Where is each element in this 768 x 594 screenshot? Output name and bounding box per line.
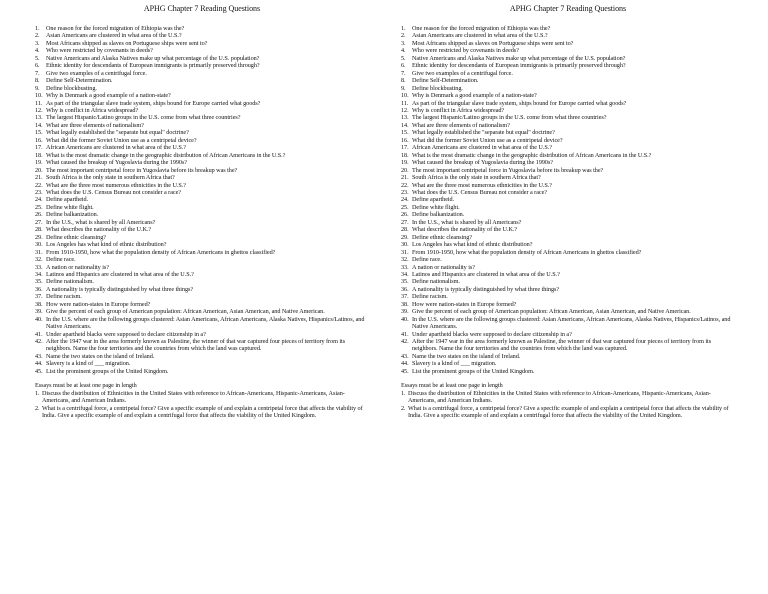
question-item-text: A nation or nationality is? <box>412 263 475 271</box>
essay-item-number: 1. <box>401 389 406 397</box>
essay-heading: Essays must be at least one page in length <box>401 382 503 390</box>
question-item-number: 20. <box>35 166 43 174</box>
question-item-number: 25. <box>35 203 43 211</box>
question-item <box>35 338 369 353</box>
worksheet-title: APHG Chapter 7 Reading Questions <box>509 4 627 13</box>
question-item-number: 8. <box>401 77 406 85</box>
question-item <box>35 107 369 114</box>
question-item-number: 34. <box>401 270 409 278</box>
question-item-number: 22. <box>401 181 409 189</box>
question-item-number: 41. <box>35 330 43 338</box>
question-item <box>35 85 369 92</box>
question-item-number: 31. <box>35 248 43 256</box>
question-item-number: 25. <box>401 203 409 211</box>
question-item-number: 10. <box>35 92 43 100</box>
question-item-number: 13. <box>401 114 409 122</box>
question-item-number: 21. <box>35 174 43 182</box>
question-item-text: Ethnic identity for descendants of European immigrants is primarily preserved through? <box>412 62 626 70</box>
question-item <box>401 353 735 360</box>
question-item <box>35 226 369 233</box>
question-item-text: Give two examples of a centrifugal force. <box>46 69 147 77</box>
question-item <box>35 189 369 196</box>
question-item-number: 38. <box>35 300 43 308</box>
question-item-number: 22. <box>35 181 43 189</box>
question-item <box>401 271 735 278</box>
question-item-text: South Africa is the only state in southern Africa that? <box>46 174 175 182</box>
question-item <box>401 234 735 241</box>
question-item-number: 3. <box>401 39 406 47</box>
question-item-text: Asian Americans are clustered in what area of the U.S.? <box>46 32 182 40</box>
question-item-text: From 1910-1950, how what the population density of African Americans in ghettos classified? <box>412 248 642 256</box>
question-item <box>401 100 735 107</box>
question-item-text: What does the U.S. Census Bureau not consider a race? <box>412 188 547 196</box>
question-item <box>401 182 735 189</box>
question-item-text: Name the two states on the island of Ireland. <box>46 352 155 360</box>
question-item <box>35 316 369 331</box>
question-item-number: 5. <box>35 54 40 62</box>
question-item-number: 2. <box>401 32 406 40</box>
question-item <box>401 144 735 151</box>
question-item-text: What are three elements of nationalism? <box>46 121 144 129</box>
question-item-number: 29. <box>401 233 409 241</box>
question-item <box>35 32 369 39</box>
question-item-number: 36. <box>35 285 43 293</box>
question-item <box>35 264 369 271</box>
question-item <box>35 331 369 338</box>
question-item <box>35 55 369 62</box>
question-item <box>401 32 735 39</box>
question-item-number: 16. <box>35 136 43 144</box>
question-item <box>401 62 735 69</box>
question-item-text: Most Africans shipped as slaves on Portuguese ships were sent to? <box>46 39 208 47</box>
question-item <box>401 249 735 256</box>
question-item-text: Define balkanization. <box>46 211 99 219</box>
question-item <box>35 353 369 360</box>
question-item <box>35 234 369 241</box>
question-item <box>401 92 735 99</box>
question-item-number: 2. <box>35 32 40 40</box>
question-item <box>35 204 369 211</box>
question-list <box>401 25 735 375</box>
question-item-number: 3. <box>35 39 40 47</box>
question-item <box>401 25 735 32</box>
question-item-number: 45. <box>401 367 409 375</box>
question-item-number: 38. <box>401 300 409 308</box>
question-item-number: 34. <box>35 270 43 278</box>
question-item <box>35 368 369 375</box>
question-item-text: One reason for the forced migration of Ethiopia was the? <box>46 25 185 32</box>
question-item-number: 35. <box>35 278 43 286</box>
question-item-number: 23. <box>401 188 409 196</box>
question-item-text: Latinos and Hispanics are clustered in what area of the U.S.? <box>46 270 194 278</box>
question-item-text: Who were restricted by covenants in deeds? <box>46 47 153 55</box>
question-item-text: Under apartheid blacks were supposed to declare citizenship in a? <box>412 330 572 338</box>
question-item-text: What does the U.S. Census Bureau not consider a race? <box>46 188 181 196</box>
question-item <box>35 159 369 166</box>
question-item <box>35 256 369 263</box>
question-item-number: 17. <box>35 144 43 152</box>
question-item <box>401 85 735 92</box>
question-item-text: Define Self-Determination. <box>412 77 479 85</box>
question-item <box>401 107 735 114</box>
question-item-text: Define ethnic cleansing? <box>46 233 106 241</box>
question-item-text: What are three elements of nationalism? <box>412 121 510 129</box>
question-item-text: Define balkanization. <box>412 211 465 219</box>
question-item <box>401 301 735 308</box>
question-item-text: What are the three most numerous ethnicities in the U.S.? <box>46 181 186 189</box>
question-item <box>401 219 735 226</box>
question-item-text: One reason for the forced migration of Ethiopia was the? <box>412 25 551 32</box>
question-item-text: The largest Hispanic/Latino groups in the U.S. come from what three countries? <box>412 114 607 122</box>
worksheet-copy-right <box>401 4 735 420</box>
question-item-number: 35. <box>401 278 409 286</box>
question-item-number: 21. <box>401 174 409 182</box>
essay-item-text: What is a centrifugal force, a centripetal force? Give a specific example of and explain a centripetal force that affects the viability of India. Give a specific example of and explain a centrifugal force that affects the viability of the United Kingdom. <box>408 404 729 420</box>
question-item <box>401 264 735 271</box>
question-item-number: 39. <box>35 308 43 316</box>
question-item-text: In the U.S., what is shared by all Americans? <box>412 218 522 226</box>
question-item-number: 24. <box>401 196 409 204</box>
question-item-text: The most important centripetal force in Yugoslavia before its breakup was the? <box>46 166 238 174</box>
question-item-number: 27. <box>401 218 409 226</box>
question-item <box>401 77 735 84</box>
question-item-number: 42. <box>401 338 409 346</box>
question-item-text: How were nation-states in Europe formed? <box>46 300 151 308</box>
question-item <box>35 47 369 54</box>
question-item-text: Native Americans and Alaska Natives make up what percentage of the U.S. population? <box>46 54 260 62</box>
question-item-number: 36. <box>401 285 409 293</box>
question-item-text: The most important centripetal force in Yugoslavia before its breakup was the? <box>412 166 604 174</box>
question-item-text: Define white flight. <box>412 203 460 211</box>
question-item <box>401 204 735 211</box>
question-item-text: Why is conflict in Africa widespread? <box>46 106 139 114</box>
question-item-number: 6. <box>401 62 406 70</box>
question-item-number: 19. <box>401 159 409 167</box>
question-item-text: Define nationalism. <box>46 278 94 286</box>
question-item-number: 27. <box>35 218 43 226</box>
question-item-number: 6. <box>35 62 40 70</box>
question-item <box>401 122 735 129</box>
question-item-number: 18. <box>401 151 409 159</box>
question-item-text: Give the percent of each group of American population: African American, Asian American, and Native American. <box>412 308 691 316</box>
question-item-text: What legally established the "separate but equal" doctrine? <box>412 129 555 137</box>
question-item-number: 40. <box>401 315 409 323</box>
question-item-number: 33. <box>35 263 43 271</box>
question-item-number: 4. <box>35 47 40 55</box>
question-item <box>35 167 369 174</box>
question-item <box>401 159 735 166</box>
question-item-number: 19. <box>35 159 43 167</box>
question-item-text: Name the two states on the island of Ireland. <box>412 352 521 360</box>
essay-item-number: 1. <box>35 389 40 397</box>
question-item-text: The largest Hispanic/Latino groups in the U.S. come from what three countries? <box>46 114 241 122</box>
question-item-number: 20. <box>401 166 409 174</box>
question-item-text: Give two examples of a centrifugal force. <box>412 69 513 77</box>
question-item-text: In the U.S., what is shared by all Americans? <box>46 218 156 226</box>
question-item-number: 41. <box>401 330 409 338</box>
question-item-number: 33. <box>401 263 409 271</box>
question-item-number: 11. <box>35 99 43 107</box>
question-item-text: Who were restricted by covenants in deeds? <box>412 47 519 55</box>
essay-item-text: Discuss the distribution of Ethnicities in the United States with reference to African-Americans, Hispanic-Americans, Asian-Americans, and American Indians. <box>42 389 345 405</box>
question-item-text: Native Americans and Alaska Natives make up what percentage of the U.S. population? <box>412 54 626 62</box>
question-item-number: 12. <box>401 106 409 114</box>
question-item <box>35 211 369 218</box>
question-item-text: Define apartheid. <box>46 196 89 204</box>
question-item-text: Under apartheid blacks were supposed to declare citizenship in a? <box>46 330 206 338</box>
question-item-text: Define white flight. <box>46 203 94 211</box>
essay-item-text: What is a centrifugal force, a centripetal force? Give a specific example of and explain a centripetal force that affects the viability of India. Give a specific example of and explain a centrifugal force that affects the viability of the United Kingdom. <box>42 404 363 420</box>
question-item <box>401 47 735 54</box>
question-item <box>401 137 735 144</box>
essay-item <box>401 405 735 420</box>
question-item-text: Define ethnic cleansing? <box>412 233 472 241</box>
question-item-number: 43. <box>35 352 43 360</box>
question-item-text: What describes the nationality of the U.K.? <box>412 226 518 234</box>
question-item-number: 42. <box>35 338 43 346</box>
question-item <box>35 219 369 226</box>
question-item <box>401 226 735 233</box>
question-item-number: 28. <box>401 226 409 234</box>
question-item-number: 28. <box>35 226 43 234</box>
question-item-number: 31. <box>401 248 409 256</box>
question-item <box>35 25 369 32</box>
question-item-text: After the 1947 war in the area formerly known as Palestine, the winner of that war captured four pieces of territory from its neighbors. Name the four territories and the countries from which the land was captured. <box>412 338 712 353</box>
question-item-text: How were nation-states in Europe formed? <box>412 300 517 308</box>
question-item <box>35 122 369 129</box>
question-item <box>35 40 369 47</box>
question-item-text: From 1910-1950, how what the population density of African Americans in ghettos classified? <box>46 248 276 256</box>
question-item-text: Define blockbusting. <box>412 84 463 92</box>
question-item-text: What are the three most numerous ethnicities in the U.S.? <box>412 181 552 189</box>
essay-item-text: Discuss the distribution of Ethnicities in the United States with reference to African-Americans, Hispanic-Americans, Asian-Americans, and American Indians. <box>408 389 711 405</box>
question-item <box>401 331 735 338</box>
question-item <box>35 271 369 278</box>
question-item-number: 16. <box>401 136 409 144</box>
question-item-number: 23. <box>35 188 43 196</box>
question-item-number: 15. <box>35 129 43 137</box>
question-item <box>401 114 735 121</box>
essay-heading: Essays must be at least one page in length <box>35 382 137 390</box>
question-item-text: Slavery is a kind of ___ migration. <box>46 360 131 368</box>
question-item-number: 32. <box>401 256 409 264</box>
question-item-number: 15. <box>401 129 409 137</box>
question-item-number: 4. <box>401 47 406 55</box>
question-item-number: 37. <box>401 293 409 301</box>
question-item <box>401 40 735 47</box>
essay-item-number: 2. <box>401 404 406 412</box>
question-item-text: A nationality is typically distinguished by what three things? <box>412 285 560 293</box>
question-item-text: What is the most dramatic change in the geographic distribution of African Americans in the U.S.? <box>46 151 286 159</box>
question-item-number: 13. <box>35 114 43 122</box>
question-item-text: Why is conflict in Africa widespread? <box>412 106 505 114</box>
question-item-number: 26. <box>401 211 409 219</box>
essay-item-number: 2. <box>35 404 40 412</box>
question-item-text: List the prominent groups of the United Kingdom. <box>46 367 169 375</box>
essay-item <box>401 390 735 405</box>
question-item-text: Define racism. <box>412 293 448 301</box>
question-item-number: 14. <box>35 121 43 129</box>
question-list <box>35 25 369 375</box>
question-item-text: After the 1947 war in the area formerly known as Palestine, the winner of that war captured four pieces of territory from its neighbors. Name the four territories and the countries from which the land was captured. <box>46 338 346 353</box>
question-item <box>35 152 369 159</box>
question-item <box>35 62 369 69</box>
question-item-text: Why is Denmark a good example of a nation-state? <box>46 92 171 100</box>
question-item <box>401 129 735 136</box>
question-item-number: 26. <box>35 211 43 219</box>
question-item <box>35 360 369 367</box>
question-item <box>401 316 735 331</box>
worksheet-copy-left <box>35 4 369 420</box>
question-item-text: What caused the breakup of Yugoslavia during the 1990s? <box>46 159 188 167</box>
question-item-text: What did the former Soviet Union use as a centripetal device? <box>46 136 197 144</box>
question-item-text: African Americans are clustered in what area of the U.S.? <box>46 144 186 152</box>
question-item-text: What describes the nationality of the U.K.? <box>46 226 152 234</box>
question-item-text: What is the most dramatic change in the geographic distribution of African Americans in the U.S.? <box>412 151 652 159</box>
question-item <box>35 278 369 285</box>
question-item <box>401 189 735 196</box>
question-item-text: Most Africans shipped as slaves on Portuguese ships were sent to? <box>412 39 574 47</box>
question-item <box>35 286 369 293</box>
question-item-number: 1. <box>35 25 40 32</box>
question-item-text: What legally established the "separate but equal" doctrine? <box>46 129 189 137</box>
question-item-number: 9. <box>35 84 40 92</box>
question-item-number: 40. <box>35 315 43 323</box>
question-item <box>35 196 369 203</box>
question-item <box>35 174 369 181</box>
question-item-number: 24. <box>35 196 43 204</box>
question-item-text: Give the percent of each group of American population: African American, Asian American, and Native American. <box>46 308 325 316</box>
question-item-text: In the U.S. where are the following groups clustered: Asian Americans, African Americans, Alaska Natives, Hispanics/Latinos, and Native Americans. <box>412 315 731 331</box>
question-item-text: Define apartheid. <box>412 196 455 204</box>
question-item-text: Latinos and Hispanics are clustered in what area of the U.S.? <box>412 270 560 278</box>
question-item <box>35 92 369 99</box>
question-item-text: In the U.S. where are the following groups clustered: Asian Americans, African Americans, Alaska Natives, Hispanics/Latinos, and Native Americans. <box>46 315 365 331</box>
question-item-number: 43. <box>401 352 409 360</box>
question-item-number: 29. <box>35 233 43 241</box>
question-item <box>401 211 735 218</box>
question-item-text: What caused the breakup of Yugoslavia during the 1990s? <box>412 159 554 167</box>
question-item <box>401 174 735 181</box>
question-item-text: Define racism. <box>46 293 82 301</box>
question-item <box>401 55 735 62</box>
question-item-number: 30. <box>35 241 43 249</box>
question-item-number: 7. <box>401 69 406 77</box>
question-item <box>35 249 369 256</box>
question-item <box>35 77 369 84</box>
question-item-text: As part of the triangular slave trade system, ships bound for Europe carried what goods? <box>412 99 627 107</box>
question-item <box>401 286 735 293</box>
question-item-text: Define Self-Determination. <box>46 77 113 85</box>
question-item-number: 11. <box>401 99 409 107</box>
question-item <box>35 70 369 77</box>
question-item <box>401 70 735 77</box>
essay-list <box>401 390 735 420</box>
question-item-text: A nationality is typically distinguished by what three things? <box>46 285 194 293</box>
question-item-number: 44. <box>401 360 409 368</box>
question-item <box>35 241 369 248</box>
question-item <box>35 129 369 136</box>
question-item <box>35 293 369 300</box>
question-item <box>401 293 735 300</box>
question-item-number: 5. <box>401 54 406 62</box>
question-item-text: Define race. <box>46 256 76 264</box>
question-item-text: A nation or nationality is? <box>46 263 109 271</box>
question-item-number: 1. <box>401 25 406 32</box>
question-item <box>35 308 369 315</box>
question-item-number: 12. <box>35 106 43 114</box>
question-item-number: 9. <box>401 84 406 92</box>
question-item <box>401 368 735 375</box>
question-item-text: South Africa is the only state in southern Africa that? <box>412 174 541 182</box>
essay-list <box>35 390 369 420</box>
question-item-text: African Americans are clustered in what area of the U.S.? <box>412 144 552 152</box>
question-item <box>35 182 369 189</box>
question-item-text: Define blockbusting. <box>46 84 97 92</box>
question-item-text: Define nationalism. <box>412 278 460 286</box>
question-item-number: 44. <box>35 360 43 368</box>
question-item <box>35 137 369 144</box>
question-item-text: List the prominent groups of the United Kingdom. <box>412 367 535 375</box>
question-item-number: 39. <box>401 308 409 316</box>
question-item-number: 32. <box>35 256 43 264</box>
question-item <box>35 100 369 107</box>
question-item-number: 45. <box>35 367 43 375</box>
question-item <box>401 196 735 203</box>
question-item <box>401 152 735 159</box>
question-item-number: 37. <box>35 293 43 301</box>
question-item <box>35 144 369 151</box>
question-item <box>35 301 369 308</box>
question-item-text: Define race. <box>412 256 442 264</box>
question-item <box>401 278 735 285</box>
question-item-text: Asian Americans are clustered in what area of the U.S.? <box>412 32 548 40</box>
question-item-number: 30. <box>401 241 409 249</box>
question-item <box>401 256 735 263</box>
question-item-number: 8. <box>35 77 40 85</box>
essay-item <box>35 405 369 420</box>
question-item-number: 7. <box>35 69 40 77</box>
question-item <box>401 167 735 174</box>
question-item-text: Los Angeles has what kind of ethnic distribution? <box>412 241 533 249</box>
question-item-text: What did the former Soviet Union use as a centripetal device? <box>412 136 563 144</box>
question-item-text: As part of the triangular slave trade system, ships bound for Europe carried what goods? <box>46 99 261 107</box>
question-item <box>35 114 369 121</box>
question-item <box>401 360 735 367</box>
question-item-number: 10. <box>401 92 409 100</box>
question-item-text: Los Angeles has what kind of ethnic distribution? <box>46 241 167 249</box>
worksheet-title: APHG Chapter 7 Reading Questions <box>143 4 261 13</box>
question-item <box>401 308 735 315</box>
question-item <box>401 241 735 248</box>
question-item-number: 17. <box>401 144 409 152</box>
question-item <box>401 338 735 353</box>
question-item-number: 18. <box>35 151 43 159</box>
question-item-text: Why is Denmark a good example of a nation-state? <box>412 92 537 100</box>
question-item-text: Ethnic identity for descendants of European immigrants is primarily preserved through? <box>46 62 260 70</box>
essay-item <box>35 390 369 405</box>
question-item-text: Slavery is a kind of ___ migration. <box>412 360 497 368</box>
question-item-number: 14. <box>401 121 409 129</box>
